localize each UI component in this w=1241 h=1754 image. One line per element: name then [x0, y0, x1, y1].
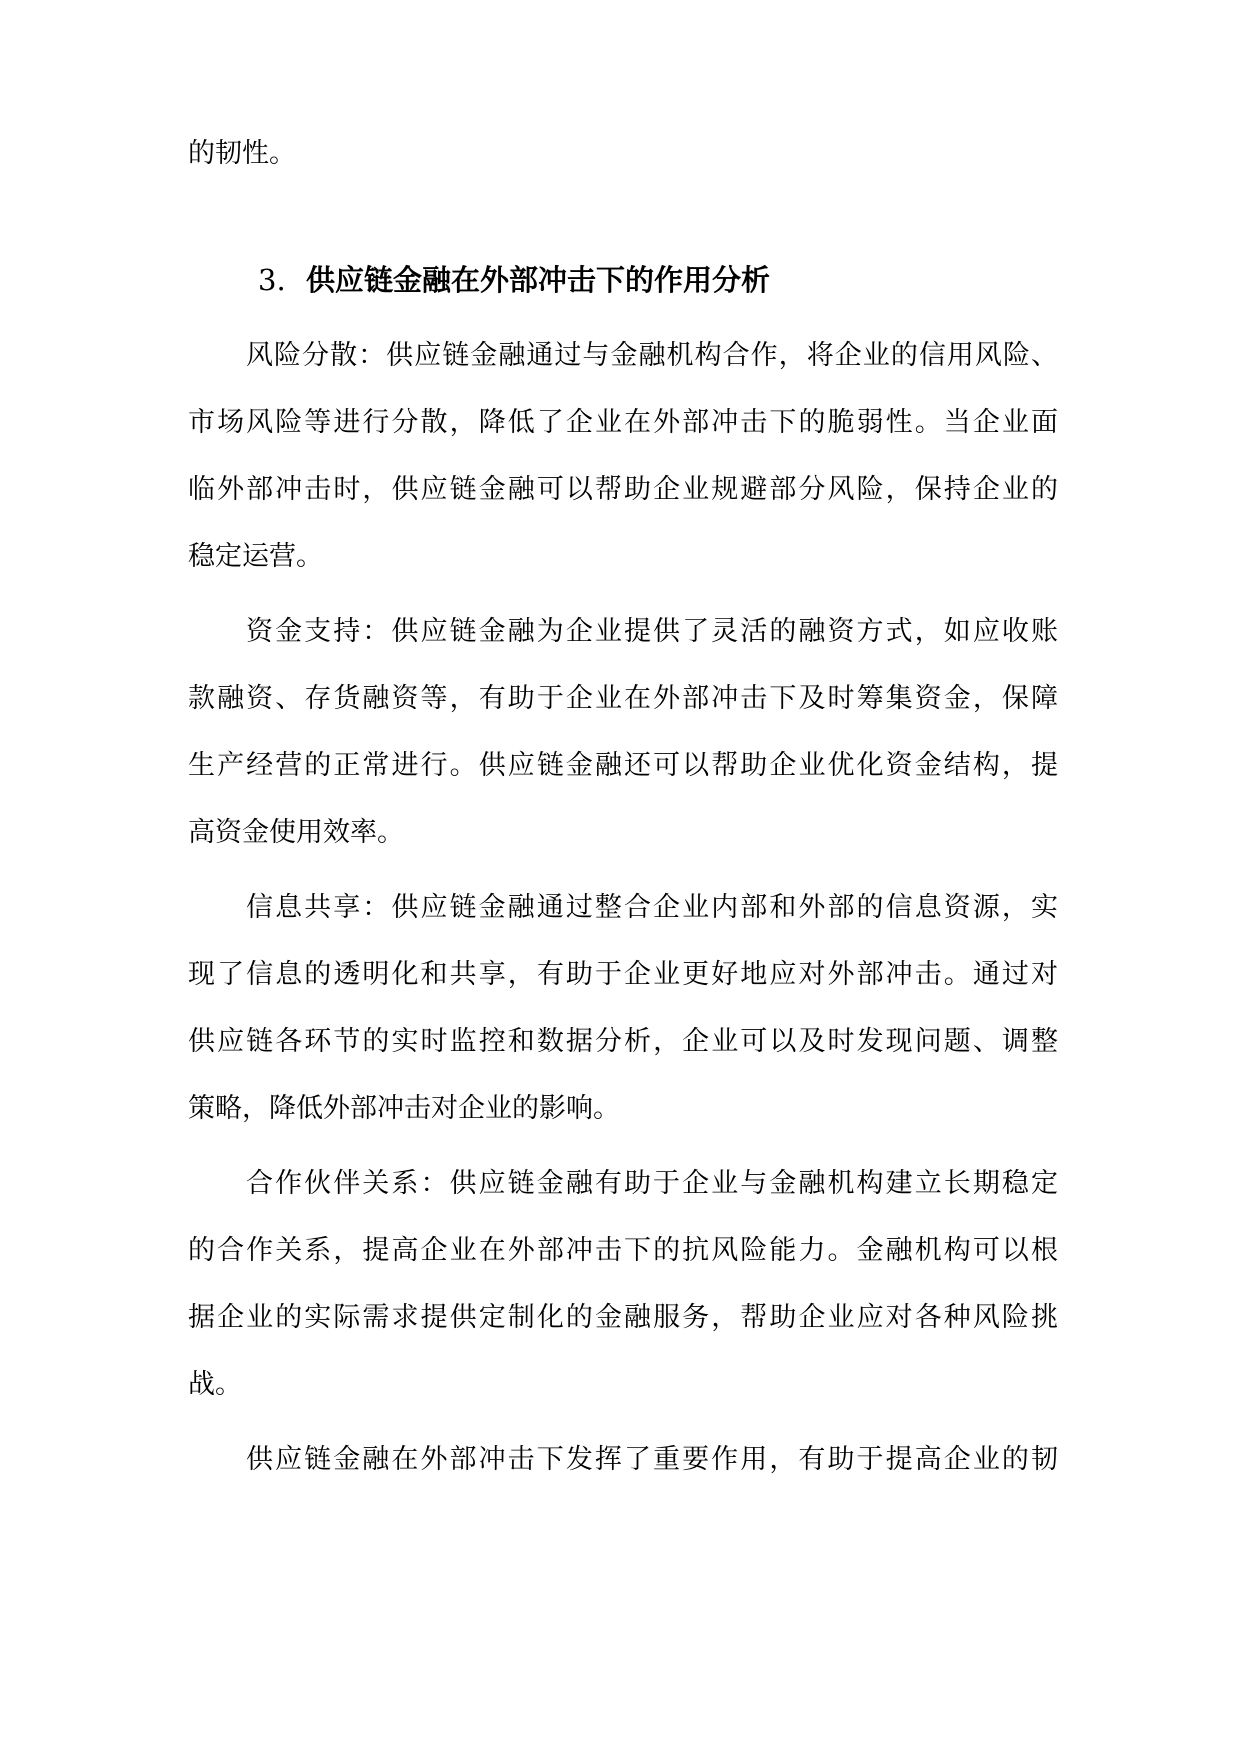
- section-number: 3.: [258, 263, 286, 297]
- paragraph-line: 合作伙伴关系：供应链金融有助于企业与金融机构建立长期稳定: [246, 1168, 1058, 1199]
- section-heading: [258, 263, 771, 297]
- paragraph-line: 信息共享：供应链金融通过整合企业内部和外部的信息资源，实: [246, 892, 1058, 923]
- section-title: 供应链金融在外部冲击下的作用分析: [306, 263, 771, 297]
- paragraph-line: 资金支持：供应链金融为企业提供了灵活的融资方式，如应收账: [246, 616, 1058, 647]
- paragraph-line: 高资金使用效率。: [188, 817, 404, 848]
- paragraph-line: 生产经营的正常进行。供应链金融还可以帮助企业优化资金结构，提: [188, 750, 1058, 781]
- paragraph-line: 风险分散：供应链金融通过与金融机构合作，将企业的信用风险、: [246, 340, 1058, 371]
- paragraph-line: 策略，降低外部冲击对企业的影响。: [188, 1093, 620, 1124]
- paragraph-line: 的合作关系，提高企业在外部冲击下的抗风险能力。金融机构可以根: [188, 1235, 1058, 1266]
- paragraph-line: 供应链各环节的实时监控和数据分析，企业可以及时发现问题、调整: [188, 1026, 1058, 1057]
- paragraph-line: 款融资、存货融资等，有助于企业在外部冲击下及时筹集资金，保障: [188, 683, 1058, 714]
- paragraph-line: 据企业的实际需求提供定制化的金融服务，帮助企业应对各种风险挑: [188, 1302, 1058, 1333]
- paragraph-line: 市场风险等进行分散，降低了企业在外部冲击下的脆弱性。当企业面: [188, 407, 1058, 438]
- paragraph-line: 战。: [188, 1369, 242, 1400]
- paragraph-line: 临外部冲击时，供应链金融可以帮助企业规避部分风险，保持企业的: [188, 474, 1058, 505]
- paragraph-line: 现了信息的透明化和共享，有助于企业更好地应对外部冲击。通过对: [188, 959, 1058, 990]
- paragraph-line: 稳定运营。: [188, 541, 323, 572]
- paragraph-line: 供应链金融在外部冲击下发挥了重要作用，有助于提高企业的韧: [246, 1444, 1058, 1475]
- carryover-line: 的韧性。: [188, 138, 296, 169]
